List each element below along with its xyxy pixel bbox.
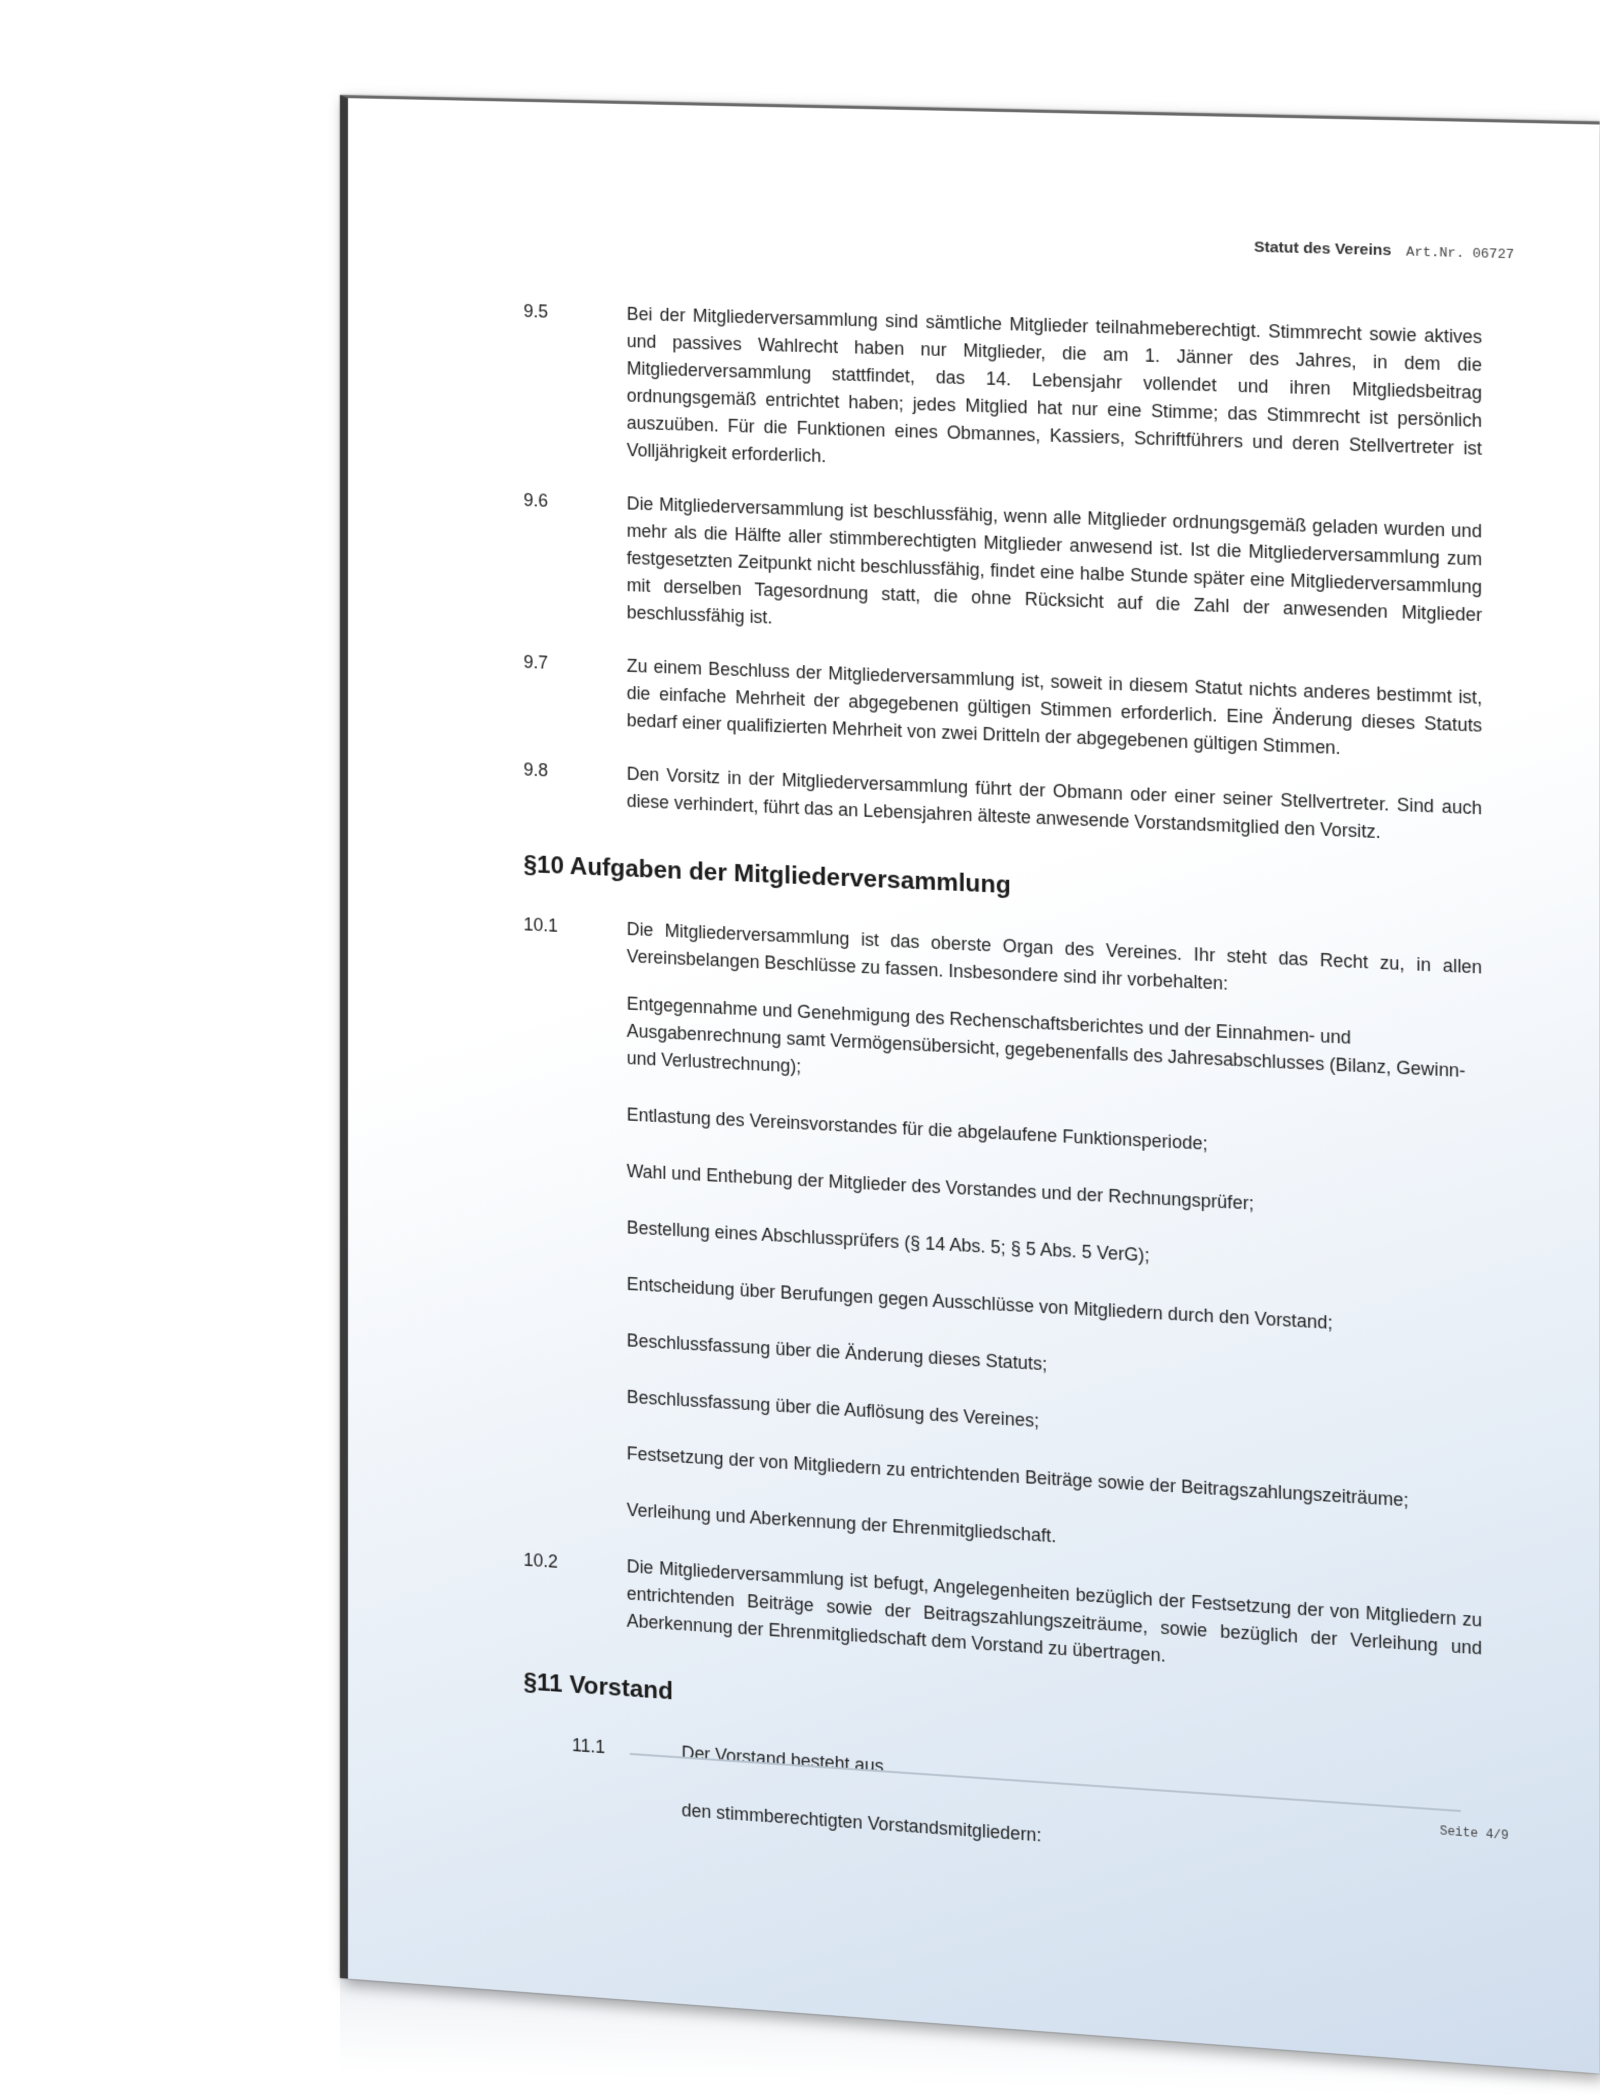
paragraph-text: Die Mitgliederversammlung ist beschlussfähig, wenn alle Mitglieder ordnungsgemäß geladen wurden und mehr als die Hälfte aller stimmberechtigten Mitglieder anwesend ist. Ist die Mitgliederversammlung zum festgesetzten Zeitpunkt nicht beschlussfähig, findet eine halbe Stunde später eine Mitgliederversammlung mit derselben Tagesordnung statt, die ohne Rücksicht auf die Zahl der anwesenden Mitglieder beschlussfähig ist. (626, 493, 1483, 628)
paragraph-10-1 (524, 911, 1483, 1577)
list-item: Entlastung des Vereinsvorstandes für die abgelaufene Funktionsperiode; (626, 1104, 1208, 1154)
paragraph-9-7 (524, 649, 1483, 768)
header-title: Statut des Vereins (1254, 238, 1392, 260)
paragraph-text: Den Vorsitz in der Mitgliederversammlung führt der Obmann oder einer seiner Stellvertreter. Sind auch diese verhindert, führt das an Lebensjahren älteste anwesende Vorstandsmitglied den Vorsitz. (626, 763, 1483, 843)
paragraph-text: Die Mitgliederversammlung ist befugt, Angelegenheiten bezüglich der Festsetzung der von Mitgliedern zu entrichtenden Beiträge sowie der Beitragszahlungszeiträume, sowie bezüglich der Verleihung und Aberkennung der Ehrenmitgliedschaft dem Vorstand zu übertragen. (626, 1556, 1483, 1666)
duties-list (627, 990, 1482, 1577)
paragraph-10-2 (524, 1547, 1483, 1691)
paragraph-line-2: den stimmberechtigten Vorstandsmitgliedern: (681, 1799, 1042, 1846)
paragraph-text: Zu einem Beschluss der Mitgliederversammlung ist, soweit in diesem Statut nichts anderes bestimmt ist, die einfache Mehrheit der abgegebenen gültigen Stimmen erforderlich. Eine Änderung dieses Statuts bedarf einer qualifizierten Mehrheit von zwei Dritteln der abgegebenen gültigen Stimmen. (626, 655, 1483, 759)
paragraph-line-1: Der Vorstand besteht aus (681, 1742, 884, 1777)
page-number: Seite 4/9 (1439, 1824, 1509, 1844)
header-art-nr: Art.Nr. 06727 (1406, 244, 1515, 263)
paragraph-9-5 (524, 298, 1483, 491)
page-content (524, 298, 1483, 1881)
paragraph-9-8 (524, 756, 1483, 850)
document-page (340, 95, 1600, 2074)
list-item: Beschlussfassung über die Änderung dieses Statuts; (626, 1330, 1048, 1375)
section-11-title: §11 Vorstand (523, 1668, 674, 1706)
paragraph-11-1 (572, 1732, 1482, 1881)
paragraph-number: 9.8 (523, 759, 549, 781)
list-item: Festsetzung der von Mitgliedern zu entrichtenden Beiträge sowie der Beitragszahlungszeiträume; (626, 1443, 1409, 1511)
list-item: Bestellung eines Abschlussprüfers (§ 14 Abs. 5; § 5 Abs. 5 VerG); (626, 1217, 1150, 1266)
list-item: Wahl und Enthebung der Mitglieder des Vorstandes und der Rechnungsprüfer; (626, 1160, 1254, 1214)
list-item: Verleihung und Aberkennung der Ehrenmitgliedschaft. (626, 1499, 1057, 1547)
section-10-title: §10 Aufgaben der Mitgliederversammlung (523, 850, 1011, 900)
list-item: Entscheidung über Berufungen gegen Ausschlüsse von Mitgliedern durch den Vorstand; (626, 1273, 1333, 1334)
paragraph-number: 9.6 (523, 489, 549, 511)
paragraph-text: Die Mitgliederversammlung ist das oberste Organ des Vereines. Ihr steht das Recht zu, in allen Vereinsbelangen Beschlüsse zu fassen. Insbesondere sind ihr vorbehalten: (626, 918, 1483, 994)
list-item: Entgegennahme und Genehmigung des Rechenschaftsberichtes und der Einnahmen- und Ausgabenrechnung samt Vermögensübersicht, gegebenenfalls des Jahresabschlusses (Bilanz, Gewinn- und Verlustrechnung); (626, 993, 1466, 1082)
paragraph-number: 11.1 (571, 1734, 606, 1758)
paragraph-number: 10.1 (523, 914, 558, 936)
paragraph-text: Bei der Mitgliederversammlung sind sämtliche Mitglieder teilnahmeberechtigt. Stimmrecht sowie aktives und passives Wahlrecht haben nur Mitglieder, die am 1. Jänner des Jahres, in dem die Mitgliederversammlung stattfindet, das 14. Lebensjahr vollendet und ihren Mitgliedsbeitrag ordnungsgemäß entrichtet haben; jedes Mitglied hat nur eine Stimme; das Stimmrecht ist persönlich auszuüben. Für die Funktionen eines Obmannes, Kassiers, Schriftführers und deren Stellvertreter ist Volljährigkeit erforderlich. (626, 303, 1483, 467)
list-item: Beschlussfassung über die Auflösung des Vereines; (626, 1386, 1040, 1432)
paragraph-number: 10.2 (523, 1549, 558, 1572)
paragraph-number: 9.5 (523, 300, 549, 322)
paragraph-number: 9.7 (523, 651, 549, 673)
page-header (1254, 238, 1514, 262)
paragraph-9-6 (524, 487, 1483, 657)
